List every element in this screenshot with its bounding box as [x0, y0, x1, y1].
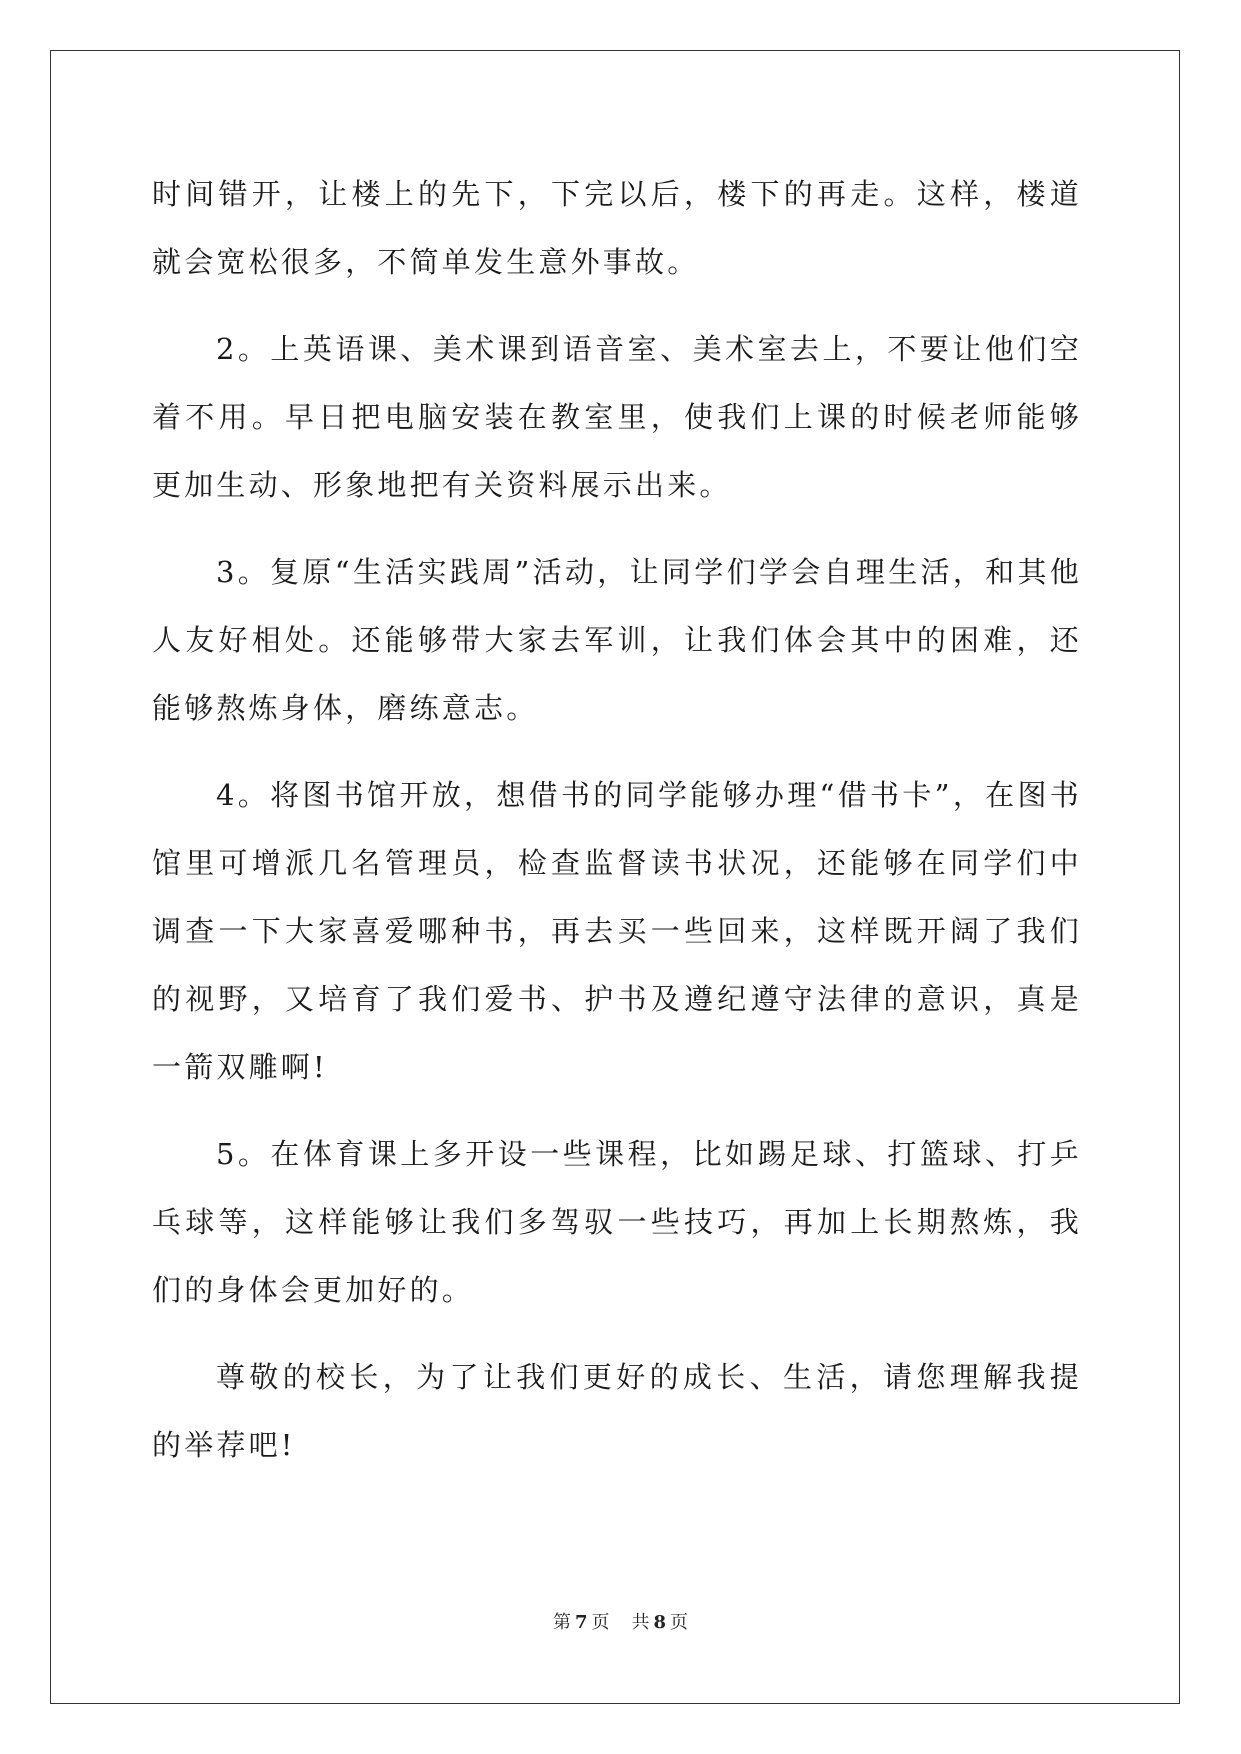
- page-footer: [0, 1608, 1241, 1634]
- document-body: [152, 160, 1082, 1498]
- paragraph-item-3: 3。复原“生活实践周”活动，让同学们学会自理生活，和其他人友好相处。还能够带大家去军训，让我们体会其中的困难，还能够熬炼身体，磨练意志。: [152, 555, 1082, 725]
- total-prefix: 共: [631, 1612, 650, 1633]
- paragraph-item-2: 2。上英语课、美术课到语音室、美术室去上，不要让他们空着不用。早日把电脑安装在教室里，使我们上课的时候老师能够更加生动、形象地把有关资料展示出来。: [152, 332, 1082, 502]
- page-prefix: 第: [552, 1612, 571, 1633]
- paragraph-item-5: 5。在体育课上多开设一些课程，比如踢足球、打篮球、打乒乓球等，这样能够让我们多驾驭一些技巧，再加上长期熬炼，我们的身体会更加好的。: [152, 1137, 1082, 1307]
- paragraph-continuation: 时间错开，让楼上的先下，下完以后，楼下的再走。这样，楼道就会宽松很多，不简单发生意外事故。: [152, 177, 1082, 279]
- page-total: 8: [653, 1612, 667, 1633]
- page-suffix: 页: [591, 1612, 610, 1633]
- total-suffix: 页: [670, 1612, 689, 1633]
- paragraph-item-4: 4。将图书馆开放，想借书的同学能够办理“借书卡”，在图书馆里可增派几名管理员，检查监督读书状况，还能够在同学们中调查一下大家喜爱哪种书，再去买一些回来，这样既开阔了我们的视野，又培育了我们爱书、护书及遵纪遵守法律的意识，真是一箭双雕啊!: [152, 778, 1082, 1084]
- paragraph-closing: 尊敬的校长，为了让我们更好的成长、生活，请您理解我提的举荐吧!: [152, 1360, 1082, 1462]
- page-current: 7: [574, 1612, 588, 1633]
